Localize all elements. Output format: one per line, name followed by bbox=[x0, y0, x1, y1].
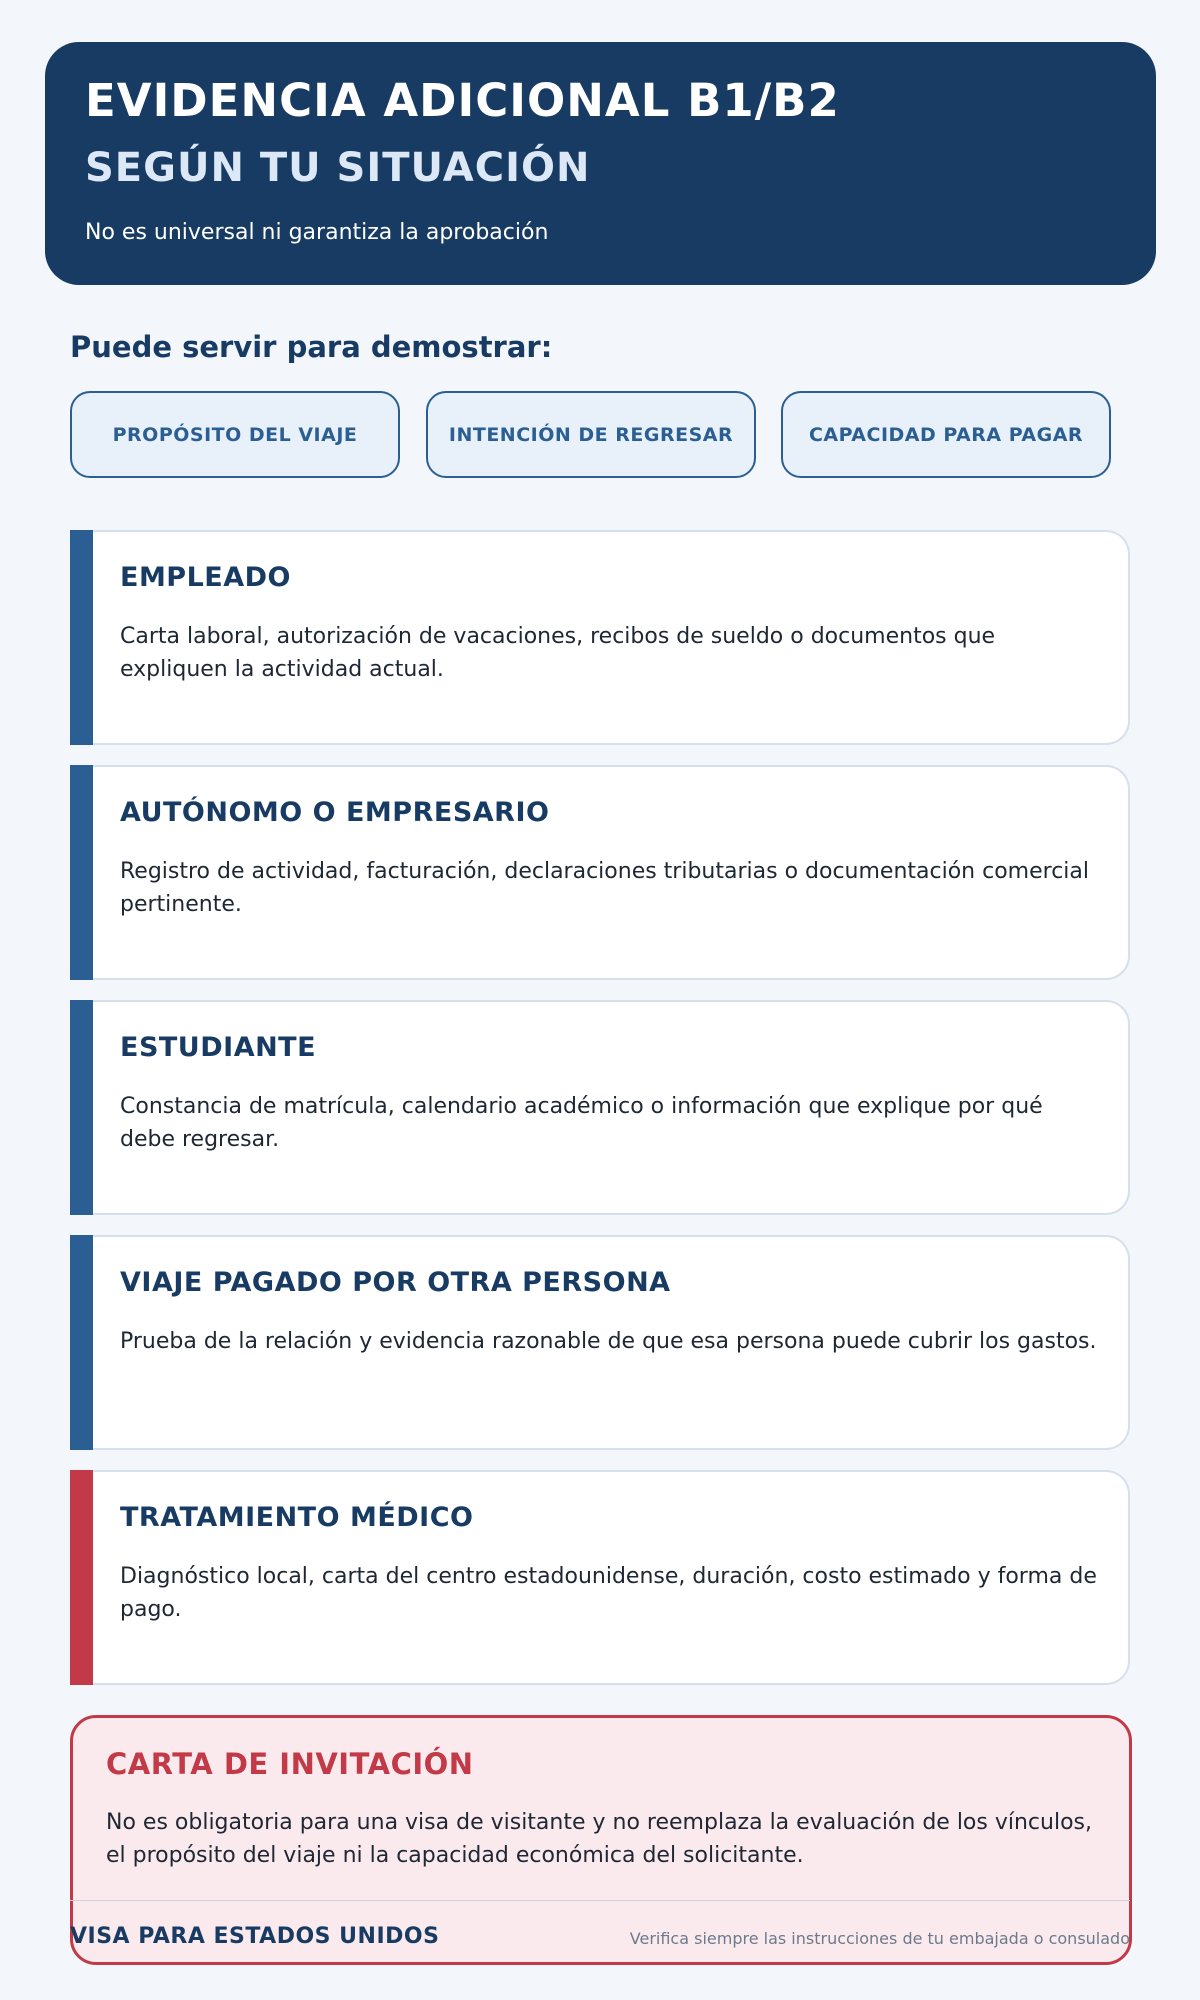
card-accent-bar bbox=[70, 1235, 93, 1450]
card-accent-bar bbox=[70, 530, 93, 745]
situation-card-sponsored-trip bbox=[70, 1235, 1130, 1450]
card-title: EMPLEADO bbox=[120, 562, 292, 593]
pill-return-intent: INTENCIÓN DE REGRESAR bbox=[426, 391, 756, 478]
header-banner bbox=[45, 42, 1156, 285]
situation-card-medical bbox=[70, 1470, 1130, 1685]
card-text: Diagnóstico local, carta del centro estadounidense, duración, costo estimado y forma de pago. bbox=[120, 1564, 1097, 1622]
footer-divider bbox=[70, 1900, 1130, 1901]
card-accent-bar bbox=[70, 1000, 93, 1215]
situation-card-student bbox=[70, 1000, 1130, 1215]
card-accent-bar bbox=[70, 1470, 93, 1685]
card-text: Carta laboral, autorización de vacaciones, recibos de sueldo o documentos que expliquen la actividad actual. bbox=[120, 624, 996, 682]
situation-card-employee bbox=[70, 530, 1130, 745]
invitation-title: CARTA DE INVITACIÓN bbox=[106, 1747, 474, 1781]
card-title: ESTUDIANTE bbox=[120, 1032, 317, 1063]
pill-payment-capacity: CAPACIDAD PARA PAGAR bbox=[781, 391, 1111, 478]
card-title: AUTÓNOMO O EMPRESARIO bbox=[120, 797, 550, 828]
card-text: Constancia de matrícula, calendario académico o información que explique por qué debe regresar. bbox=[120, 1094, 1043, 1152]
header-note: No es universal ni garantiza la aprobación bbox=[85, 220, 549, 245]
purpose-heading: Puede servir para demostrar: bbox=[70, 330, 553, 364]
card-title: TRATAMIENTO MÉDICO bbox=[120, 1502, 474, 1533]
footer-disclaimer: Verifica siempre las instrucciones de tu embajada o consulado bbox=[629, 1929, 1130, 1948]
card-text: Prueba de la relación y evidencia razonable de que esa persona puede cubrir los gastos. bbox=[120, 1329, 1097, 1354]
card-title: VIAJE PAGADO POR OTRA PERSONA bbox=[120, 1267, 671, 1298]
situation-card-self-employed bbox=[70, 765, 1130, 980]
footer-brand: VISA PARA ESTADOS UNIDOS bbox=[70, 1924, 440, 1949]
card-text: Registro de actividad, facturación, declaraciones tributarias o documentación comercial pertinente. bbox=[120, 859, 1089, 917]
pill-purpose: PROPÓSITO DEL VIAJE bbox=[70, 391, 400, 478]
page-subtitle: SEGÚN TU SITUACIÓN bbox=[85, 145, 591, 191]
invitation-text: No es obligatoria para una visa de visitante y no reemplaza la evaluación de los vínculos, el propósito del viaje ni la capacidad económica del solicitante. bbox=[106, 1810, 1092, 1868]
page-title: EVIDENCIA ADICIONAL B1/B2 bbox=[85, 74, 840, 127]
card-accent-bar bbox=[70, 765, 93, 980]
